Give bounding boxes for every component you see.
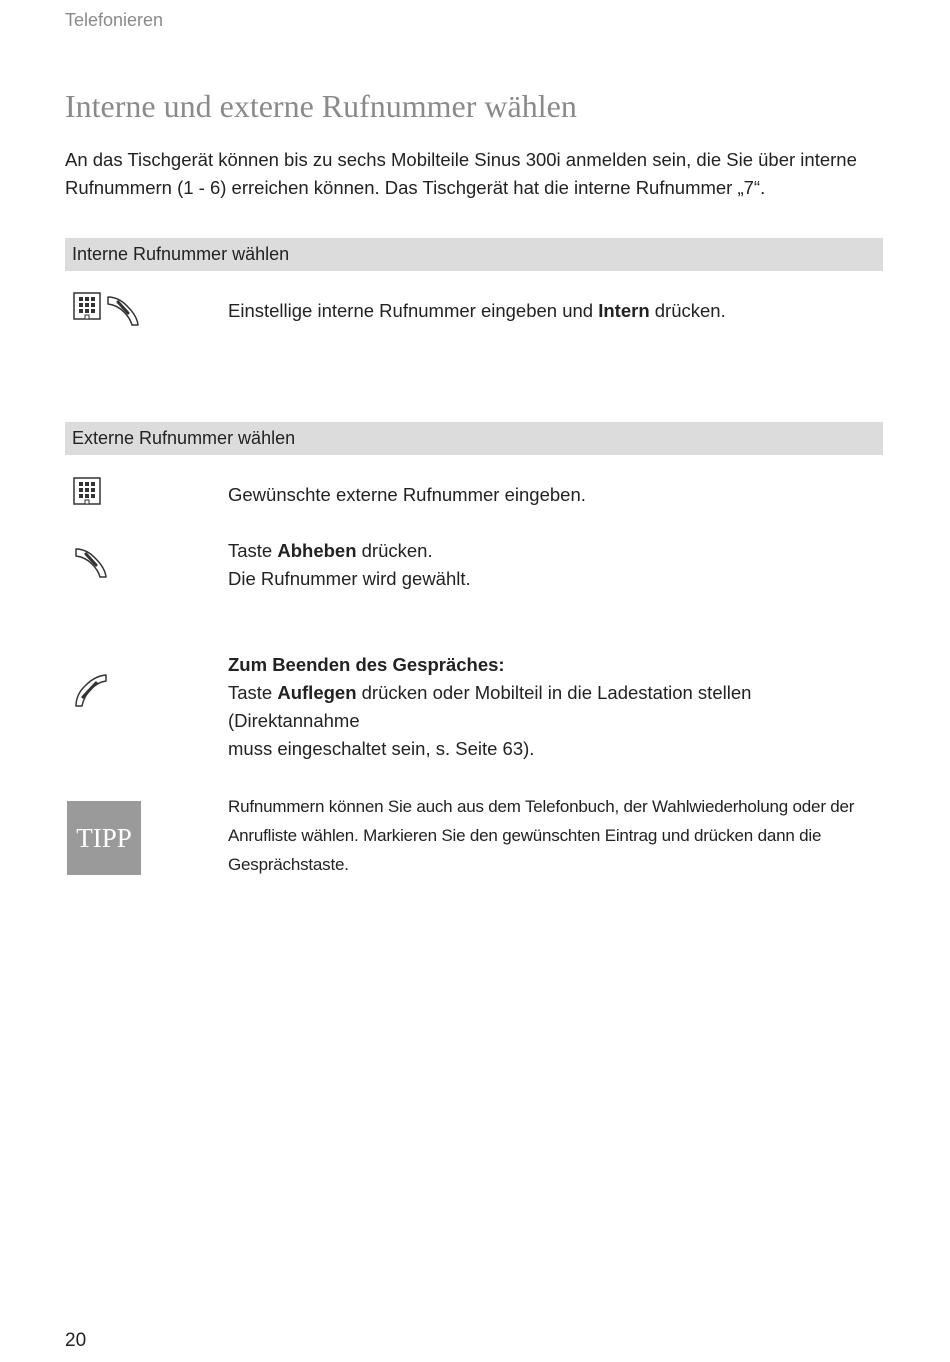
text-segment: drücken oder Mobilteil in die Ladestation stellen (Direktannahme [228,682,752,731]
tip-line: Anrufliste wählen. Markieren Sie den gewünschten Eintrag und drücken dann die [228,826,822,845]
step-line [228,537,883,565]
intro-line: An das Tischgerät können bis zu sechs Mobilteile Sinus 300i anmelden sein, die Sie über interne [65,149,857,170]
handset-hangup-icon [73,672,109,708]
step-line [228,679,883,735]
tip-line: Gesprächstaste. [228,855,349,874]
text-segment: Einstellige interne Rufnummer eingeben und [228,300,599,321]
handset-lift-icon [73,544,109,580]
handset-lift-icon [105,292,141,328]
section-heading-external: Externe Rufnummer wählen [65,422,883,455]
key-auflegen: Auflegen [277,682,357,703]
keypad-icon [73,477,101,507]
running-head: Telefonieren [65,10,164,30]
intro-paragraph [65,146,865,202]
step-external-lift [228,537,883,593]
key-abheben: Abheben [277,540,357,561]
text-segment: drücken. [356,540,433,561]
step-external-hangup [228,651,883,763]
tip-text [228,792,868,879]
step-internal-dial [228,297,883,325]
section-heading-internal: Interne Rufnummer wählen [65,238,883,271]
step-icon-external-3 [73,672,109,708]
text-segment: drücken. [649,300,726,321]
tip-badge: TIPP [67,801,141,875]
intro-line: Rufnummern (1 - 6) erreichen können. Das Tischgerät hat die interne Rufnummer „7“. [65,177,766,198]
step-line [228,297,883,325]
step-heading-text: Zum Beenden des Gespräches: [228,654,505,675]
page-number: 20 [65,1330,87,1351]
step-line: muss eingeschaltet sein, s. Seite 63). [228,738,535,759]
tip-line: Rufnummern können Sie auch aus dem Telefonbuch, der Wahlwiederholung oder der [228,797,855,816]
step-icon-external-2 [73,544,109,580]
key-intern: Intern [598,300,650,321]
text-segment: Taste [228,540,278,561]
step-icons-internal [73,292,141,328]
step-heading [228,651,883,679]
page-title: Interne und externe Rufnummer wählen [65,88,577,124]
step-line: Die Rufnummer wird gewählt. [228,568,471,589]
text-segment: Taste [228,682,278,703]
step-external-enter [228,481,883,509]
keypad-icon [73,292,101,322]
step-icon-external-1 [73,477,101,507]
step-line: Gewünschte externe Rufnummer eingeben. [228,484,586,505]
